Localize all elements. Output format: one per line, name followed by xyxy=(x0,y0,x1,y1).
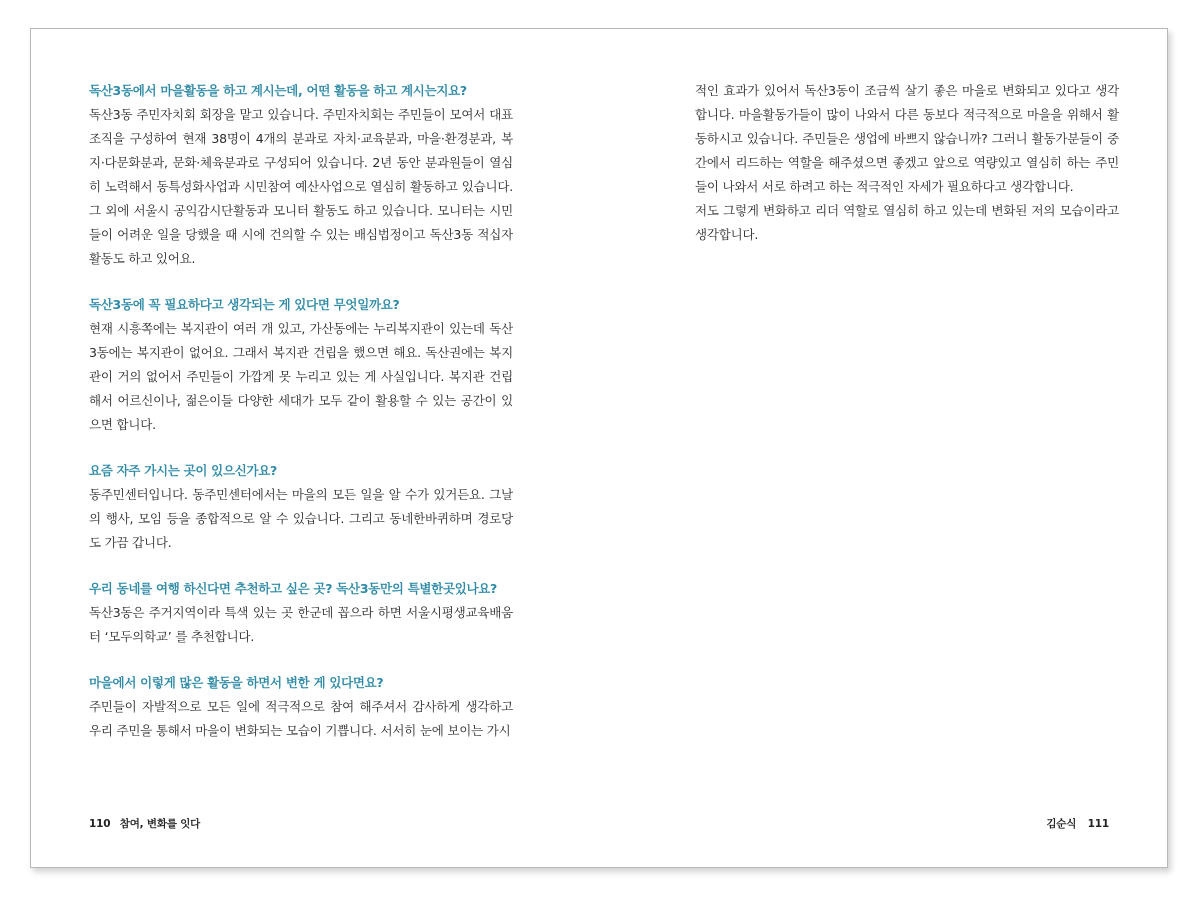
answer-3: 동주민센터입니다. 동주민센터에서는 마을의 모든 일을 알 수가 있거든요. 그날의 행사, 모임 등을 종합적으로 알 수 있습니다. 그리고 동네한바퀴하며 경로당도 가끔 갑니다. xyxy=(89,487,513,550)
answer-5: 주민들이 자발적으로 모든 일에 적극적으로 참여 해주셔서 감사하게 생각하고 우리 주민을 통해서 마을이 변화되는 모습이 기쁩니다. 서서히 눈에 보이는 가시 xyxy=(89,699,513,738)
question-3: 요즘 자주 가시는 곳이 있으신가요? xyxy=(89,463,278,478)
left-page-content xyxy=(89,79,513,743)
page-number-right: 111 xyxy=(1087,818,1109,830)
question-5: 마을에서 이렇게 많은 활동을 하면서 변한 게 있다면요? xyxy=(89,675,384,690)
running-title: 참여, 변화를 잇다 xyxy=(119,818,201,830)
book-spread xyxy=(30,28,1168,868)
answer-2: 현재 시흥쪽에는 복지관이 여러 개 있고, 가산동에는 누리복지관이 있는데 독산3동에는 복지관이 없어요. 그래서 복지관 건립을 했으면 해요. 독산권에는 복지관이 거의 없어서 주민들이 가깝게 못 누리고 있는 게 사실입니다. 복지관 건립해서 어르신이나, 젊은이들 다양한 세대가 모두 같이 활용할 수 있는 공간이 있으면 합니다. xyxy=(89,321,513,432)
left-page-footer xyxy=(89,816,208,831)
page-number-left: 110 xyxy=(89,818,111,830)
paragraph-2: 저도 그렇게 변화하고 리더 역할로 열심히 하고 있는데 변화된 저의 모습이라고 생각합니다. xyxy=(695,203,1119,242)
interviewee-name: 김순식 xyxy=(1046,818,1077,830)
answer-4: 독산3동은 주거지역이라 특색 있는 곳 한군데 꼽으라 하면 서울시평생교육배움터 ‘모두의학교’ 를 추천합니다. xyxy=(89,605,513,644)
answer-1: 독산3동 주민자치회 회장을 맡고 있습니다. 주민자치회는 주민들이 모여서 대표조직을 구성하여 현재 38명이 4개의 분과로 자치·교육분과, 마을·환경분과, 복지·다문화분과, 문화·체육분과로 구성되어 있습니다. 2년 동안 분과원들이 열심히 노력해서 동특성화사업과 시민참여 예산사업으로 열심히 활동하고 있습니다. 그 외에 서울시 공익감시단활동과 모니터 활동도 하고 있습니다. 모니터는 시민들이 어려운 일을 당했을 때 시에 건의할 수 있는 배심법정이고 독산3동 적십자활동도 하고 있어요. xyxy=(89,107,513,266)
right-page-content xyxy=(695,79,1119,247)
question-1: 독산3동에서 마을활동을 하고 계시는데, 어떤 활동을 하고 계시는지요? xyxy=(89,83,467,98)
paragraph-1: 적인 효과가 있어서 독산3동이 조금씩 살기 좋은 마을로 변화되고 있다고 생각합니다. 마을활동가들이 많이 나와서 다른 동보다 적극적으로 마을을 위해서 활동하시고 있습니다. 주민들은 생업에 바쁘지 않습니까? 그러니 활동가분들이 중간에서 리드하는 역할을 해주셨으면 좋겠고 앞으로 역량있고 열심히 하는 주민들이 나와서 서로 하려고 하는 적극적인 자세가 필요하다고 생각합니다. xyxy=(695,83,1119,194)
question-2: 독산3동에 꼭 필요하다고 생각되는 게 있다면 무엇일까요? xyxy=(89,297,400,312)
right-page-footer xyxy=(1038,816,1109,831)
question-4: 우리 동네를 여행 하신다면 추천하고 싶은 곳? 독산3동만의 특별한곳있나요? xyxy=(89,581,497,596)
